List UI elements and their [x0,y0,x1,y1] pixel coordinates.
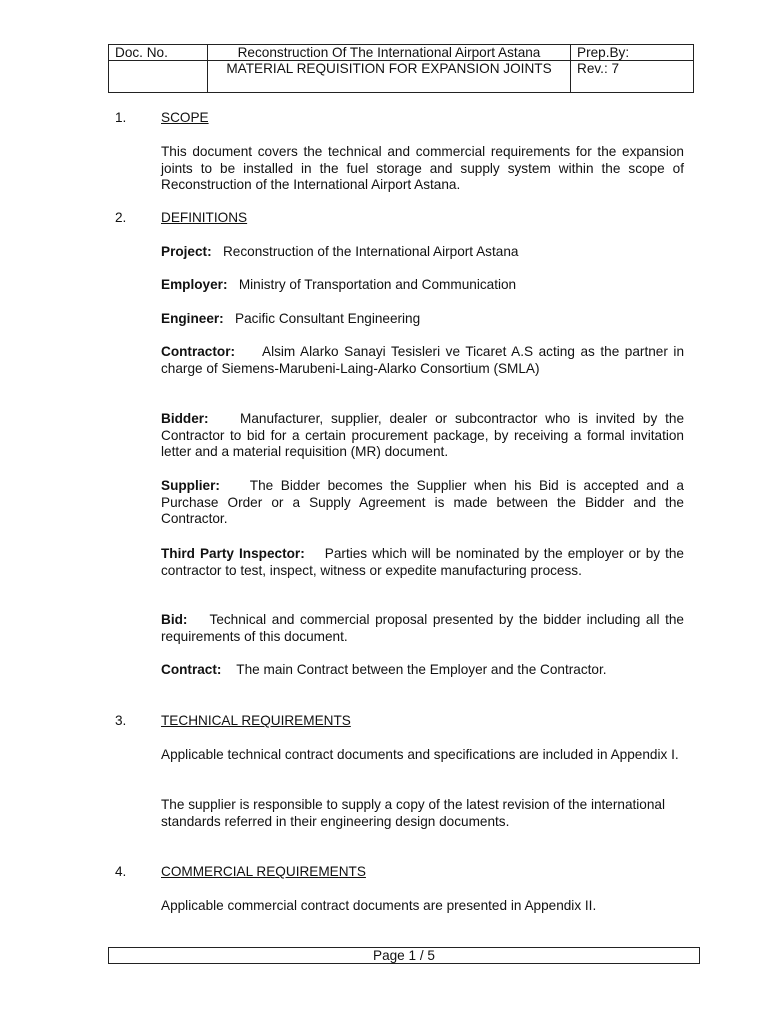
definition-text: The main Contract between the Employer and the Contractor. [236,662,607,677]
revision-label: Rev.: 7 [571,61,694,93]
definition-term: Engineer: [161,311,224,326]
document-title: MATERIAL REQUISITION FOR EXPANSION JOINTS [208,61,571,93]
definition-term: Project: [161,244,212,259]
section-technical-heading [115,713,685,729]
definition-third-party-inspector [161,546,684,579]
section-number: 4. [115,864,127,879]
definition-bid [161,612,684,645]
doc-no-label: Doc. No. [109,45,208,61]
definition-text: Ministry of Transportation and Communication [238,277,517,292]
section-number: 2. [115,210,127,225]
definition-term: Supplier: [161,478,220,493]
definition-bidder [161,411,684,461]
section-commercial-heading [115,864,685,880]
definition-project [161,244,684,261]
section-title: COMMERCIAL REQUIREMENTS [161,864,366,879]
prep-by-label: Prep.By: [571,45,694,61]
section-title: SCOPE [161,110,209,125]
definition-term: Bidder: [161,411,209,426]
definition-text: Pacific Consultant Engineering [235,311,421,326]
definition-text: Parties which will be nominated by the employer or by the contractor to test, inspect, witness or expedite manufacturing process. [161,546,684,578]
doc-no-value [109,61,208,93]
definition-engineer [161,311,684,328]
definition-supplier [161,478,684,528]
definition-contractor [161,344,684,377]
definition-term: Employer: [161,277,228,292]
definition-text: Manufacturer, supplier, dealer or subcontractor who is invited by the Contractor to bid for a certain procurement package, by receiving a formal invitation letter and a material requisition (MR) document. [161,411,685,459]
section-definitions-heading [115,210,685,226]
section-scope-heading [115,110,685,126]
section-number: 3. [115,713,127,728]
page-footer [108,947,700,964]
technical-paragraph-2: The supplier is responsible to supply a copy of the latest revision of the international standards referred in their engineering design documents. [161,797,666,829]
definition-text: Alsim Alarko Sanayi Tesisleri ve Ticaret A.S acting as the partner in charge of Siemens-Marubeni-Laing-Alarko Consortium (SMLA) [161,344,684,376]
section-number: 1. [115,110,127,125]
definition-term: Bid: [161,612,188,627]
definition-contract [161,662,684,679]
definition-text: Reconstruction of the International Airport Astana [222,244,519,259]
definition-text: Technical and commercial proposal presented by the bidder including all the requirements of this document. [161,612,684,644]
section-title: TECHNICAL REQUIREMENTS [161,713,351,728]
definition-text: The Bidder becomes the Supplier when his Bid is accepted and a Purchase Order or a Supply Agreement is made between the Bidder and the Contractor. [161,478,684,526]
document-header-table [108,44,694,93]
definition-employer [161,277,684,294]
project-title: Reconstruction Of The International Airport Astana [208,45,571,61]
section-title: DEFINITIONS [161,210,248,225]
commercial-paragraph: Applicable commercial contract documents are presented in Appendix II. [161,898,597,913]
technical-paragraph-1: Applicable technical contract documents and specifications are included in Appendix I. [161,747,679,762]
definition-term: Contractor: [161,344,236,359]
definition-term: Contract: [161,662,222,677]
scope-paragraph: This document covers the technical and commercial requirements for the expansion joints to be installed in the fuel storage and supply system within the scope of Reconstruction of the International Airport Astana. [161,144,684,192]
definition-term: Third Party Inspector: [161,546,305,561]
page-number: Page 1 / 5 [373,948,435,963]
